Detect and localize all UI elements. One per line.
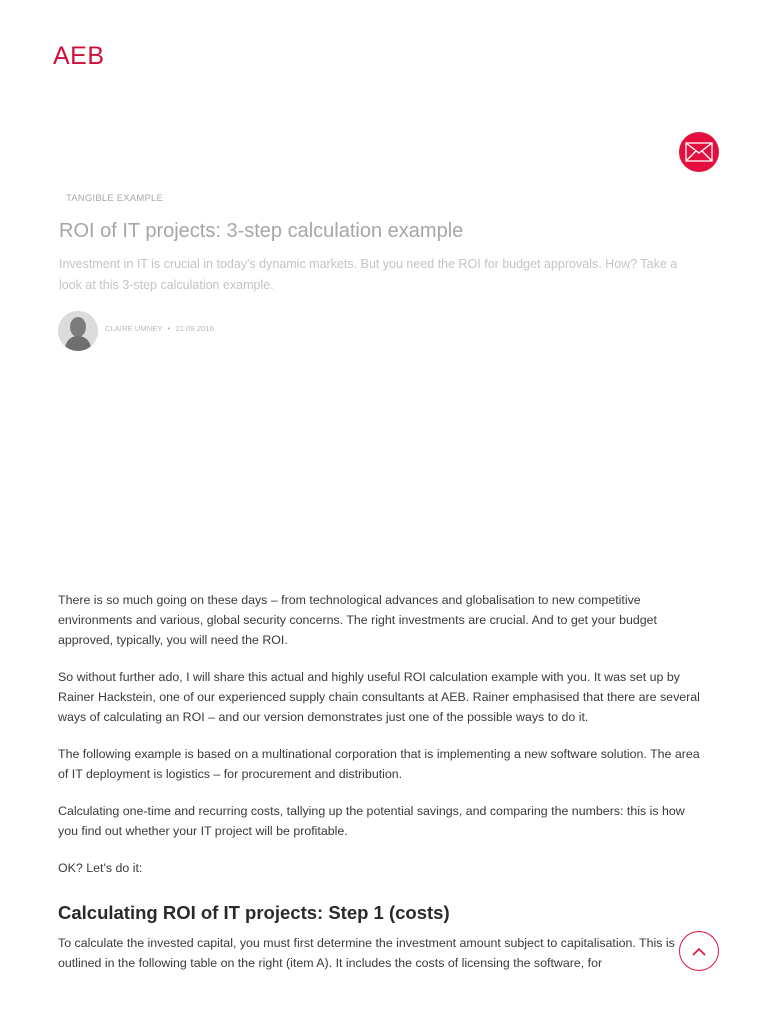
body-paragraph: So without further ado, I will share this actual and highly useful ROI calculation example with you. It was set up by Rainer Hackstein, one of our experienced supply chain consultants at AEB. Rainer emphasised that there are several ways of calculating an ROI – and our version demonstrates just one of the possible ways to do it. <box>58 670 700 724</box>
publish-date: 21.09.2016 <box>175 323 214 333</box>
author-avatar[interactable] <box>58 311 98 351</box>
article-category: TANGIBLE EXAMPLE <box>66 193 163 204</box>
body-paragraph: Calculating one-time and recurring costs, tallying up the potential savings, and comparing the numbers: this is how you find out whether your IT project will be profitable. <box>58 804 685 838</box>
author-byline <box>58 311 214 351</box>
aeb-logo[interactable]: AEB <box>53 42 105 70</box>
author-meta <box>105 324 214 333</box>
author-name[interactable]: CLAIRE UMNEY <box>105 323 163 333</box>
newsletter-button[interactable] <box>679 132 719 172</box>
body-paragraph: The following example is based on a multinational corporation that is implementing a new software solution. The area of IT deployment is logistics – for procurement and distribution. <box>58 747 700 781</box>
section-paragraph: To calculate the invested capital, you must first determine the investment amount subject to capitalisation. This is outlined in the following table on the right (item A). It includes the costs of licensing the software, for <box>58 936 675 970</box>
envelope-icon <box>685 142 713 162</box>
section-heading: Calculating ROI of IT projects: Step 1 (costs) <box>58 902 450 923</box>
scroll-to-top-button[interactable] <box>679 931 719 971</box>
article-body <box>58 590 708 990</box>
body-paragraph: There is so much going on these days – from technological advances and globalisation to new competitive environments and various, global security concerns. The right investments are crucial. And to get your budget approved, typically, you will need the ROI. <box>58 593 657 647</box>
article-lead: Investment in IT is crucial in today's dynamic markets. But you need the ROI for budget approvals. How? Take a look at this 3-step calculation example. <box>59 257 678 292</box>
meta-separator: • <box>167 323 171 333</box>
person-silhouette-icon <box>58 311 98 351</box>
body-paragraph: OK? Let's do it: <box>58 861 143 875</box>
chevron-up-icon <box>692 947 706 956</box>
article-title: ROI of IT projects: 3-step calculation example <box>59 220 464 242</box>
